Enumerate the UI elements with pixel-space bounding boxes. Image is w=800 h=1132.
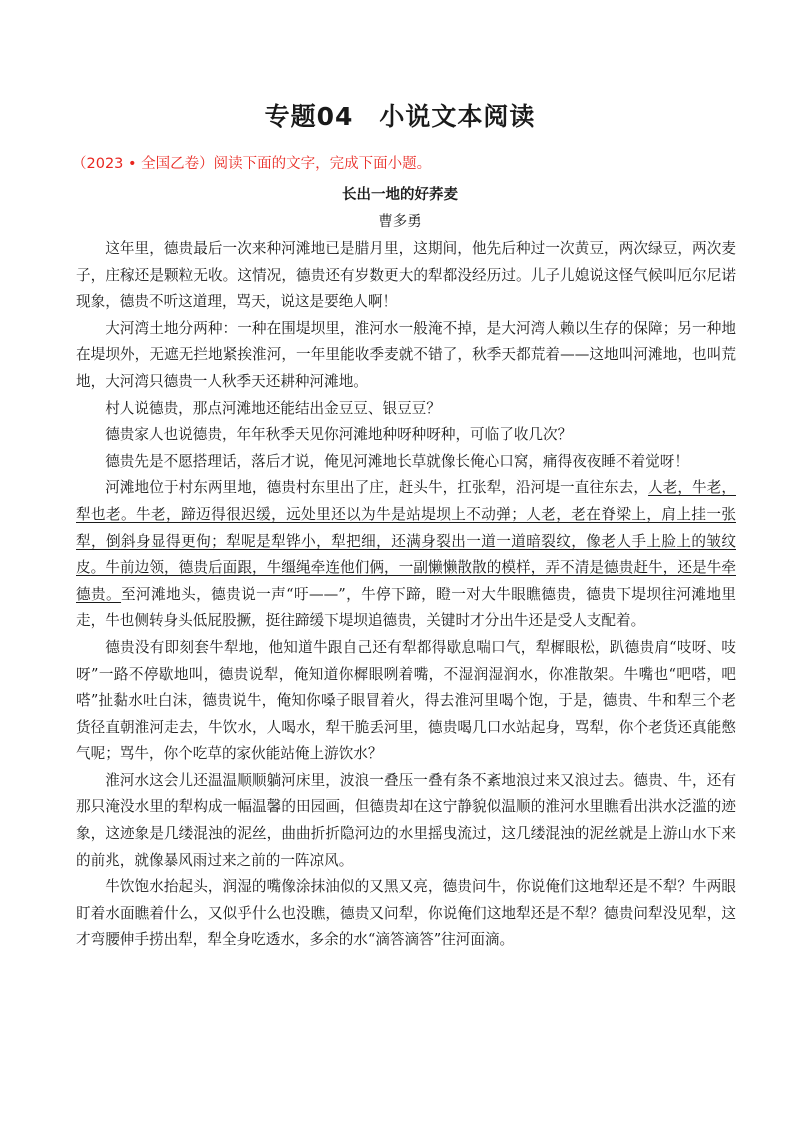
paragraph: 淮河水这会儿还温温顺顺躺河床里，波浪一叠压一叠有条不紊地浪过来又浪过去。德贵、牛，还有那只淹没水里的犁构成一幅温馨的田园画，但德贵却在这宁静貌似温顺的淮河水里瞧看出洪水泛滥的迹象，这迹象是几缕混浊的泥丝，曲曲折折隐河边的水里摇曳流过，这几缕混浊的泥丝就是上游山水下来的前兆，就像暴风雨过来之前的一阵凉风。 bbox=[76, 771, 736, 869]
paragraph: 德贵先是不愿搭理话，落后才说，俺见河滩地长草就像长俺心口窝，痛得夜夜睡不着觉呀！ bbox=[105, 452, 689, 470]
page-title: 专题04 小说文本阅读 bbox=[264, 102, 536, 131]
exam-source: （2023 • 全国乙卷） bbox=[72, 156, 214, 172]
story-title: 长出一地的好荞麦 bbox=[342, 187, 458, 203]
instruction-text: 阅读下面的文字，完成下面小题。 bbox=[213, 156, 432, 172]
paragraph: 德贵家人也说德贵，年年秋季天见你河滩地种呀种呀种，可临了收几次？ bbox=[105, 426, 573, 444]
paragraph: 村人说德贵，那点河滩地还能结出金豆豆、银豆豆？ bbox=[105, 399, 441, 417]
paragraph: 大河湾土地分两种：一种在围堤坝里，淮河水一般淹不掉，是大河湾人赖以生存的保障；另一种地在堤坝外，无遮无拦地紧挨淮河，一年里能收季麦就不错了，秋季天都荒着——这地叫河滩地，也叫荒地，大河湾只德贵一人秋季天还耕种河滩地。 bbox=[76, 319, 736, 390]
paragraph bbox=[76, 475, 736, 635]
paragraph-text: 至河滩地头，德贵说一声“吁——”，牛停下蹄，瞪一对大牛眼瞧德贵，德贵下堤坝往河滩地里走，牛也侧转身头低屁股撅，挺往蹄缓下堤坝追德贵，关键时才分出牛还是受人支配着。 bbox=[76, 585, 736, 630]
paragraph: 德贵没有即刻套牛犁地，他知道牛跟自己还有犁都得歇息喘口气，犁樨眼松，趴德贵肩“吱呀、吱呀”一路不停歇地叫，德贵说犁，俺知道你樨眼咧着嘴，不湿润湿润水，你准散架。牛嘴也“吧嗒，吧嗒”扯黏水吐白沫，德贵说牛，俺知你嗓子眼冒着火，得去淮河里喝个饱，于是，德贵、牛和犁三个老货径直朝淮河走去，牛饮水，人喝水，犁干脆丢河里，德贵喝几口水站起身，骂犁，你个老货还真能憋气呢；骂牛，你个吃草的家伙能站俺上游饮水？ bbox=[76, 638, 736, 763]
story-body bbox=[76, 236, 736, 954]
paragraph: 这年里，德贵最后一次来种河滩地已是腊月里，这期间，他先后种过一次黄豆，两次绿豆，两次麦子，庄稼还是颗粒无收。这情况，德贵还有岁数更大的犁都没经历过。儿子儿媳说这怪气候叫厄尔尼诺现象，德贵不听这道理，骂天，说这是要绝人啊！ bbox=[76, 240, 736, 311]
question-intro bbox=[72, 152, 431, 173]
paragraph-text: 河滩地位于村东两里地，德贵村东里出了庄，赶头牛，扛张犁，沿河堤一直往东去， bbox=[105, 479, 649, 497]
story-author: 曹多勇 bbox=[378, 214, 422, 230]
paragraph: 牛饮饱水抬起头，润湿的嘴像涂抹油似的又黑又亮，德贵问牛，你说俺们这地犁还是不犁？牛两眼盯着水面瞧着什么，又似乎什么也没瞧，德贵又问犁，你说俺们这地犁还是不犁？德贵问犁没见犁，这才弯腰伸手捞出犁，犁全身吃透水，多余的水“滴答滴答”往河面滴。 bbox=[76, 878, 736, 949]
underlined-passage: 人老，牛老，犁也老。牛老，蹄迈得很迟缓，远处里还以为牛是站堤坝上不动弹；人老，老在脊梁上，肩上挂一张犁，倒斜身显得更佝；犁呢是犁铧小，犁把细，还满身裂出一道一道暗裂纹，像老人手上脸上的皱纹皮。牛前边领，德贵后面跟，牛缰绳牵连他们俩，一副懒懒散散的模样，弄不清是德贵赶牛，还是牛牵德贵。 bbox=[76, 479, 736, 603]
